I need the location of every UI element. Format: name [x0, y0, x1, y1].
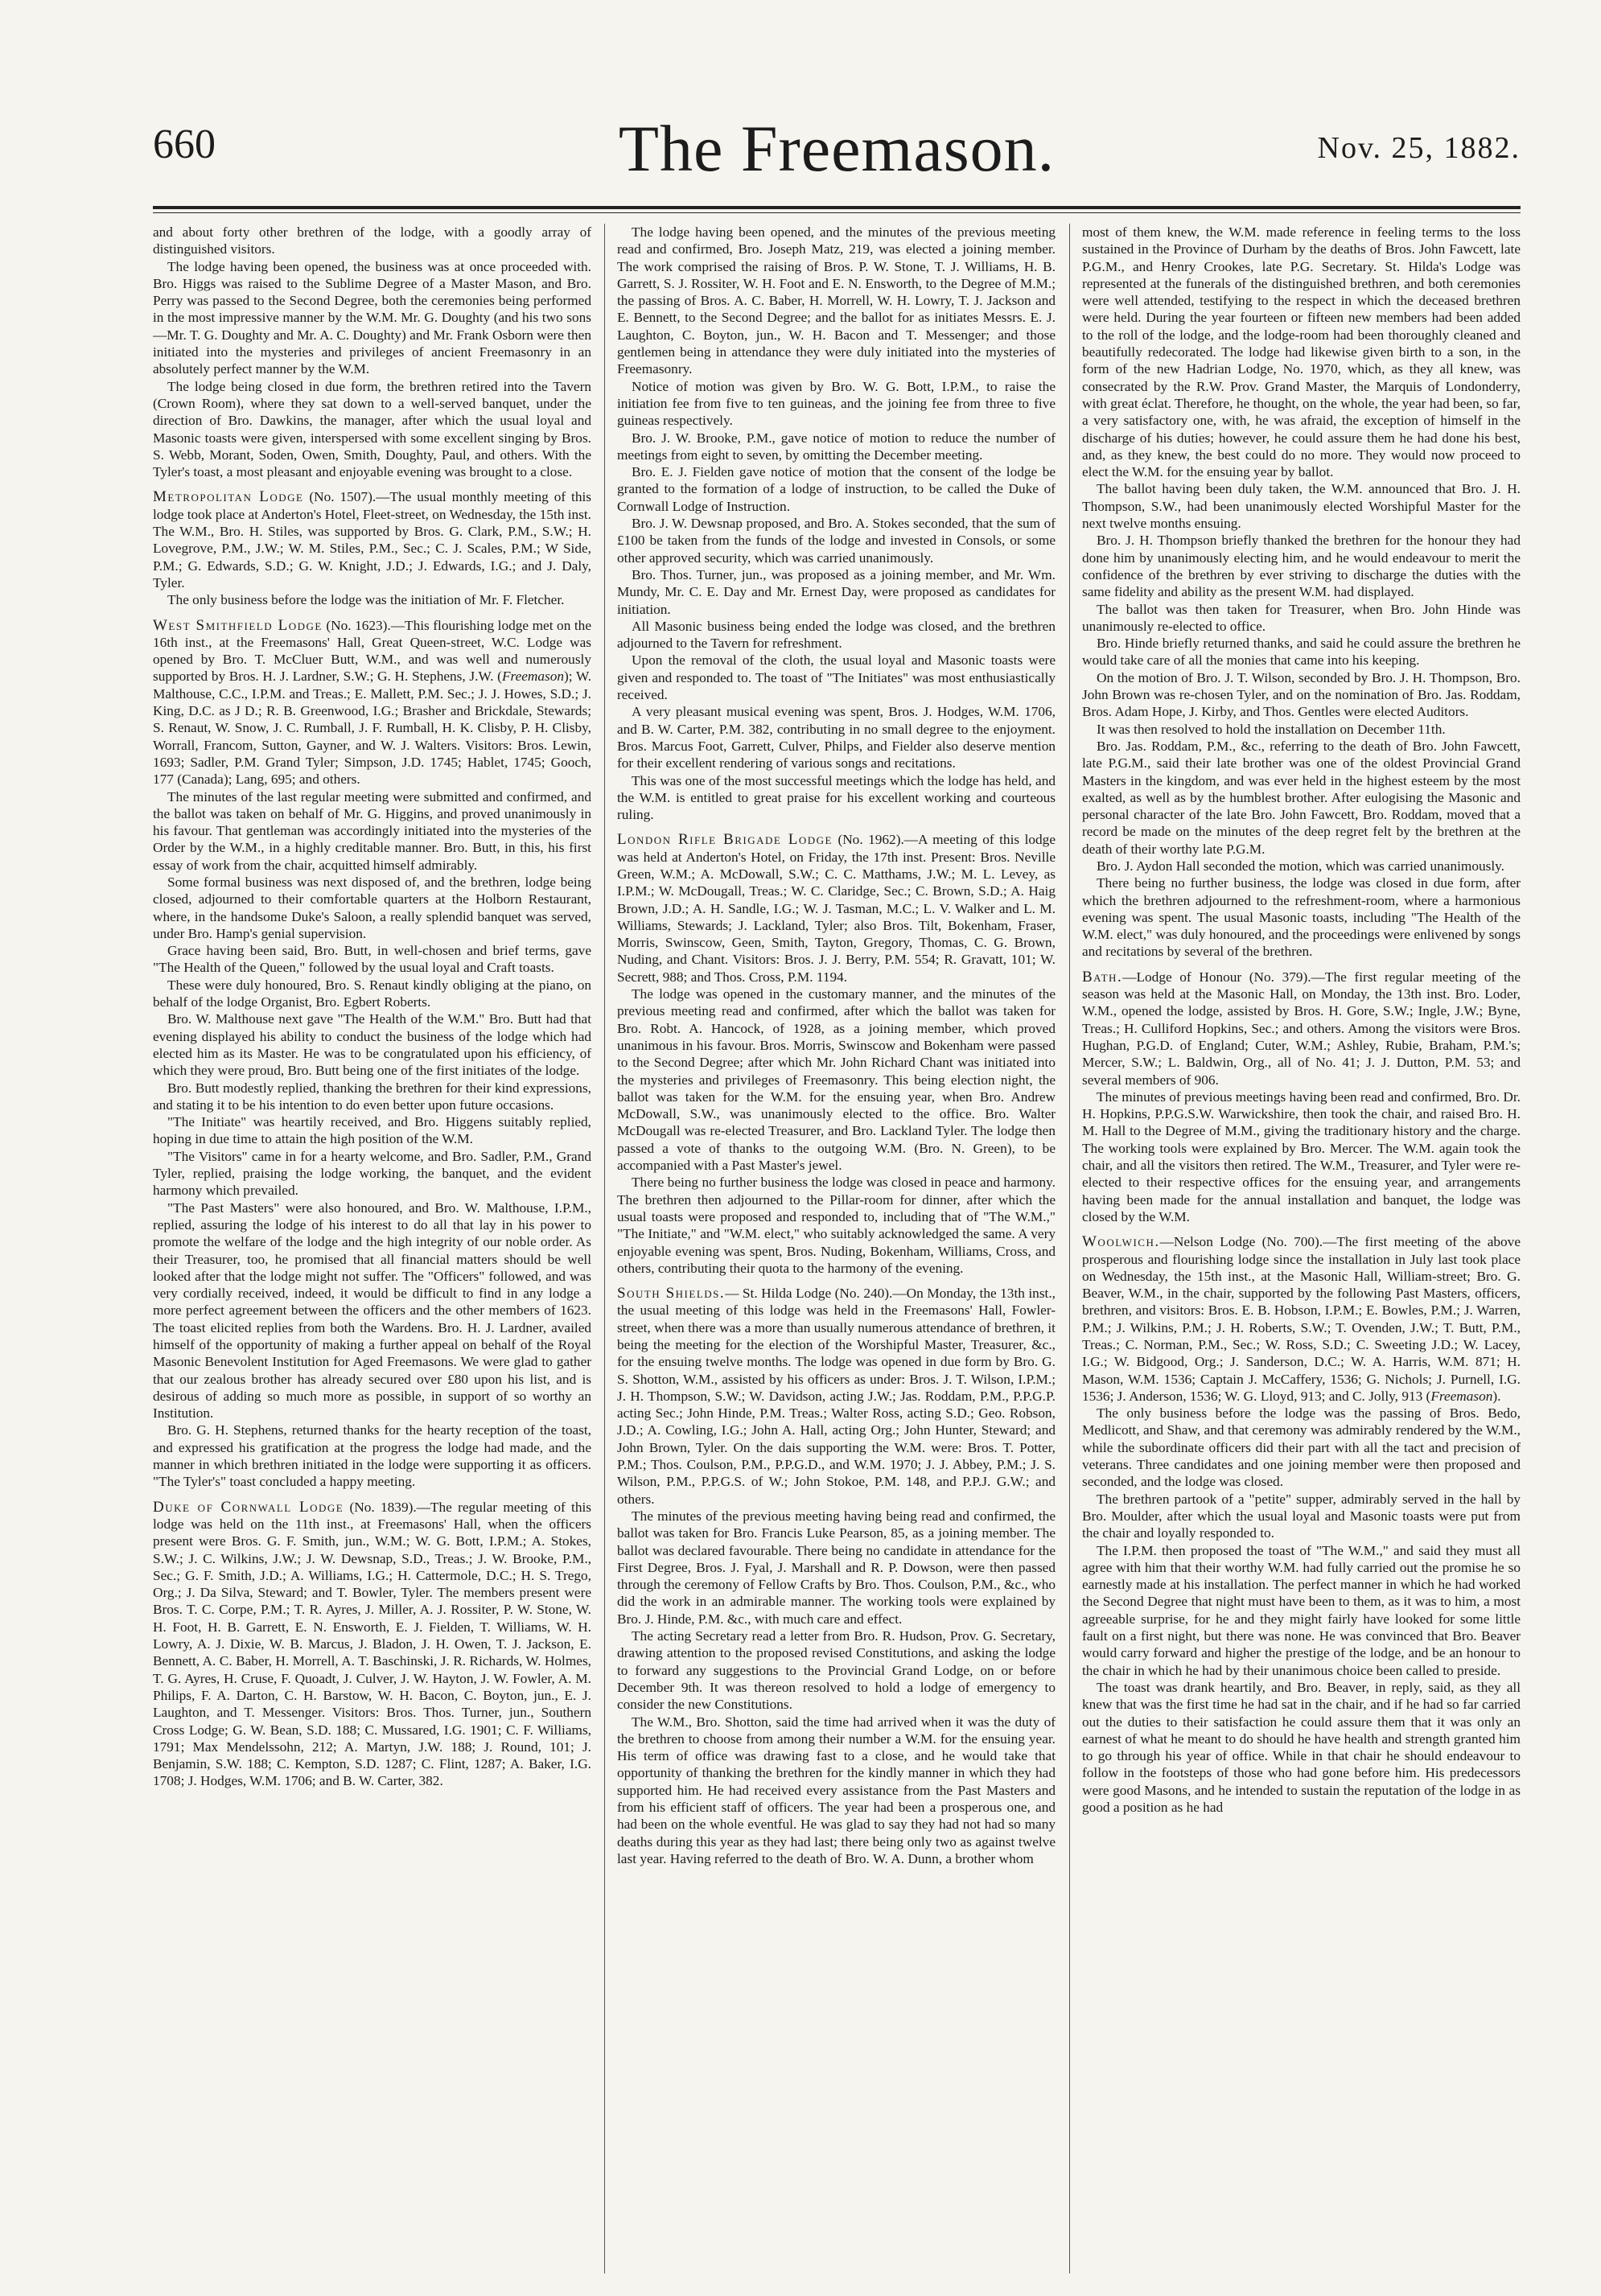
report-heading: London Rifle Brigade Lodge: [617, 831, 833, 849]
paragraph: All Masonic business being ended the lodge was closed, and the brethren adjourned to the Tavern for refreshment.: [617, 618, 1056, 652]
paragraph: Grace having been said, Bro. Butt, in well-chosen and brief terms, gave "The Health of the Queen," followed by the usual loyal and Craft toasts.: [153, 943, 591, 976]
paragraph: "The Past Masters" were also honoured, and Bro. W. Malthouse, I.P.M., replied, assuring the lodge of his interest to do all that lay in his power to promote the welfare of the lodge and the high integrity of our noble order. As their Treasurer, too, he promised that all financial matters should be well looked after that the lodge might not suffer. The "Officers" followed, and was very cordially received, indeed, it would be difficult to find in any lodge a more perfect agreement between the officers and the other members of 1623. The toast elicited replies from both the Wardens. Bro. H. J. Lardner, availed himself of the opportunity of making a further appeal on behalf of the Royal Masonic Benevolent Institution for Aged Freemasons. We were glad to gather that our zealous brother has already secured over £80 upon his list, and is desirous of adding so much more as possible, in support of so worthy an Institution.: [153, 1199, 591, 1422]
report-text-italic: Freemason: [501, 669, 565, 685]
paragraph: Bro. J. W. Dewsnap proposed, and Bro. A. Stokes seconded, that the sum of £100 be taken from the funds of the lodge and invested in Consols, or some other approved security, which was carried unanimously.: [617, 516, 1056, 566]
column-1: [153, 224, 591, 2283]
paragraph: The ballot was then taken for Treasurer, when Bro. John Hinde was unanimously re-elected to office.: [1082, 601, 1521, 634]
paragraph: The ballot having been duly taken, the W.M. announced that Bro. J. H. Thompson, S.W., had been unanimously elected Worshipful Master for the next twelve months ensuing.: [1082, 481, 1521, 532]
paragraph: On the motion of Bro. J. T. Wilson, seconded by Bro. J. H. Thompson, Bro. John Brown was re-chosen Tyler, and on the nomination of Bro. Jas. Roddam, Bros. Adam Hope, J. Kirby, and Thos. Gentles were elected Auditors.: [1082, 669, 1521, 720]
paragraph: Bro. Hinde briefly returned thanks, and said he could assure the brethren he would take care of all the monies that came into his keeping.: [1082, 636, 1521, 669]
paragraph: The acting Secretary read a letter from Bro. R. Hudson, Prov. G. Secretary, drawing attention to the proposed revised Constitutions, and asking the lodge to forward any suggestions to the Provincial Grand Lodge, on or before December 9th. It was thereon resolved to hold a lodge of emergency to consider the new Constitutions.: [617, 1628, 1056, 1713]
report-heading: West Smithfield Lodge: [153, 616, 323, 634]
report-london-rifle-brigade-lodge: [617, 831, 1056, 985]
paragraph: The lodge was opened in the customary manner, and the minutes of the previous meeting read and confirmed, after which the ballot was taken for Bro. Robt. A. Hancock, of 1928, as a joining member, which proved unanimous in his favour. Bros. Morris, Swinscow and Bokenham were passed to the Second Degree; after which Mr. John Richard Chant was initiated into the mysteries and privileges of Freemasonry. This being election night, the ballot was taken for the W.M. for the ensuing year, when Bro. Andrew McDowall, S.W., was unanimously elected to the office. Bro. Walter McDougall was re-elected Treasurer, and Bro. Lackland Tyler. The lodge then passed a vote of thanks to the outgoing W.M. (Bro. N. Green), to be accompanied with a Past Master's jewel.: [617, 986, 1056, 1174]
paragraph: The lodge having been opened, the business was at once proceeded with. Bro. Higgs was raised to the Sublime Degree of a Master Mason, and Bro. Perry was passed to the Second Degree, both the ceremonies being performed in the most impressive manner by the W.M. Mr. G. Doughty (and his two sons—Mr. T. G. Doughty and Mr. A. C. Doughty) and Mr. Frank Osborn were then initiated into the mysteries and privileges of ancient Freemasonry in an absolutely perfect manner by the W.M.: [153, 258, 591, 377]
report-woolwich: [1082, 1233, 1521, 1405]
paragraph: "The Visitors" came in for a hearty welcome, and Bro. Sadler, P.M., Grand Tyler, replied, praising the lodge working, the banquet, and the evident harmony which prevailed.: [153, 1148, 591, 1199]
paragraph: There being no further business the lodge was closed in peace and harmony. The brethren then adjourned to the Pillar-room for dinner, after which the usual toasts were proposed and responded to, including that of "The W.M.," "The Initiate," and "W.M. elect," who suitably acknowledged the same. A very enjoyable evening was spent, Bros. Nuding, Bokenham, Williams, Cross, and others, contributing their quota to the harmony of the evening.: [617, 1175, 1056, 1276]
paragraph: The lodge having been opened, and the minutes of the previous meeting read and confirmed, Bro. Joseph Matz, 219, was elected a joining member. The work comprised the raising of Bros. P. W. Stone, T. J. Williams, H. B. Garrett, S. J. Rossiter, W. H. Foot and E. N. Ensworth, to the Degree of M.M.; the passing of Bros. A. C. Baber, H. Morrell, W. H. Lowry, T. J. Jackson and E. Bennett, to the Second Degree; and the ballot for as initiates Messrs. E. J. Laughton, C. Boyton, jun., W. H. Bacon and T. Messenger; and those gentlemen being in attendance they were duly initiated into the mysteries of Freemasonry.: [617, 224, 1056, 377]
paragraph: The minutes of the previous meeting having being read and confirmed, the ballot was taken for Bro. Francis Luke Pearson, 85, as a joining member. The ballot was declared favourable. There being no candidate in attendance for the First Degree, Bros. J. Fyal, J. Marshall and R. P. Dowson, were then passed through the ceremony of Fellow Crafts by Bro. Thos. Coulson, P.M., &c., who did the work in an admirable manner. The working tools were explained by Bro. J. Hinde, P.M. &c., with much care and effect.: [617, 1508, 1056, 1627]
paragraph: The I.P.M. then proposed the toast of "The W.M.," and said they must all agree with him that their worthy W.M. had fully carried out the promise he so earnestly made at his installation. The perfect manner in which he had worked the Second Degree that night must have been to them, as it was to him, a most agreeable surprise, for he and they might fairly have looked for some little fault on a first night, but there was none. He was convinced that Bro. Beaver would carry forward and higher the prestige of the lodge, and be an honour to the chair in which he had by their unanimous choice been called to preside.: [1082, 1542, 1521, 1678]
column-3: [1082, 224, 1521, 2283]
paragraph: Upon the removal of the cloth, the usual loyal and Masonic toasts were given and responded to. The toast of "The Initiates" was most enthusiastically received.: [617, 652, 1056, 703]
report-heading: South Shields.: [617, 1285, 726, 1302]
report-heading: Metropolitan Lodge: [153, 488, 304, 506]
report-west-smithfield-lodge: [153, 617, 591, 788]
header-rule-thin: [153, 212, 1521, 213]
paragraph: Bro. J. Aydon Hall seconded the motion, which was carried unanimously.: [1097, 858, 1504, 874]
report-text: (No. 1839).—The regular meeting of this lodge was held on the 11th inst., at Freemasons' Hall, when the officers present were Bros. G. F. Smith, jun., W.M.; W. G. Bott, I.P.M.; A. Stokes, S.W.; J. C. Wilkins, J.W.; J. W. Dewsnap, S.D., Treas.; J. W. Brooke, P.M., Sec.; G. F. Smith, J.D.; A. Williams, I.G.; H. Cattermole, D.C.; H. S. Trego, Org.; J. Da Silva, Steward; and T. Bowler, Tyler. The members present were Bros. T. C. Corpe, P.M.; T. R. Ayres, J. Miller, A. J. Rossiter, P. W. Stone, W. H. Foot, H. B. Garrett, E. N. Ensworth, E. J. Fielden, T. Williams, W. H. Lowry, A. J. Dixie, W. B. Marcus, J. Bladon, J. H. Owen, T. J. Jackson, E. Bennett, A. C. Baber, H. Morrell, A. T. Baschinski, J. R. Richards, W. Holmes, T. G. Ayres, H. Cruse, F. Quoadt, J. Culver, J. W. Hayton, J. W. Fowler, A. M. Philips, F. A. Darton, C. H. Barstow, W. H. Bacon, C. Boyton, jun., E. J. Laughton, and T. Messenger. Visitors: Bros. Thos. Turner, jun., Southern Cross Lodge; G. W. Bean, S.D. 188; C. Mussared, I.G. 1901; C. F. Williams, 1791; Max Mendelssohn, 212; A. Martyn, J.W. 188; J. Round, 101; J. Benjamin, S.W. 188; C. Kempton, S.D. 1287; C. Flint, 1287; A. Baker, I.G. 1708; J. Hodges, W.M. 1706; and B. W. Carter, 382.: [153, 1499, 591, 1789]
issue-date: Nov. 25, 1882.: [1317, 131, 1521, 165]
paragraph: Bro. W. Malthouse next gave "The Health of the W.M." Bro. Butt had that evening displayed his ability to conduct the business of the lodge which had elected him as its Master. He was to be congratulated upon his efficiency, of which they were proud, Bro. Butt being one of the first initiates of the lodge.: [153, 1011, 591, 1079]
paragraph: The toast was drank heartily, and Bro. Beaver, in reply, said, as they all knew that was the first time he had sat in the chair, and if he had so far carried out the duties to their satisfaction he could assure them that it was only an earnest of what he meant to do should he have health and strength granted him to go through his year of office. While in that chair he should endeavour to follow in the footsteps of those who had gone before him. His predecessors were good Masons, and he intended to sustain the reputation of the lodge in as good a position as he had: [1082, 1679, 1521, 1816]
paragraph: Some formal business was next disposed of, and the brethren, lodge being closed, adjourned to their comfortable quarters at the Holborn Restaurant, where, in the handsome Duke's Saloon, a really splendid banquet was served, under Bro. Hamp's genial supervision.: [153, 874, 591, 941]
paragraph: Notice of motion was given by Bro. W. G. Bott, I.P.M., to raise the initiation fee from five to ten guineas, and the joining fee from three to five guineas respectively.: [617, 378, 1056, 429]
paragraph: The only business before the lodge was the passing of Bros. Bedo, Medlicott, and Shaw, and that ceremony was admirably rendered by the W.M., while the subordinate officers did their part with all the tact and precision of veterans. Three candidates and one joining member were then proposed and seconded, and the lodge was closed.: [1082, 1405, 1521, 1490]
page-number: 660: [153, 121, 216, 167]
report-text: — St. Hilda Lodge (No. 240).—On Monday, the 13th inst., the usual meeting of this lodge was held in the Freemasons' Hall, Fowler-street, when there was a more than usually numerous attendance of brethren, it being the meeting for the election of the Worshipful Master, Treasurer, &c., for the ensuing twelve months. The lodge was opened in due form by Bro. G. S. Shotton, W.M., assisted by his officers as under: Bros. J. T. Wilson, I.P.M.; J. H. Thompson, S.W.; W. Davidson, acting J.W.; Jas. Roddam, P.M., P.P.G.P. acting Sec.; John Hinde, P.M. Treas.; Walter Ross, acting S.D.; Geo. Robson, J.D.; A. Cowling, I.G.; John A. Hall, acting Org.; John Hunter, Steward; and John Brown, Tyler. On the dais supporting the W.M. were: Bros. T. Potter, P.M.; Thos. Coulson, P.M., P.P.G.D., and W.M. 1970; J. J. Abbey, P.M.; J. S. Wilson, P.M., P.P.G.S. of W.; John Stokoe, P.M. 148, and P.P.J. G.W.; and others.: [617, 1286, 1056, 1507]
paragraph: Bro. G. H. Stephens, returned thanks for the hearty reception of the toast, and expressed his gratification at the progress the lodge had made, and the manner in which brethren initiated in the lodge were supporting it as officers. "The Tyler's" toast concluded a happy meeting.: [153, 1422, 591, 1490]
paragraph: The minutes of the last regular meeting were submitted and confirmed, and the ballot was taken on behalf of Mr. G. Higgins, and proved unanimously in his favour. That gentleman was accordingly initiated into the mysteries of the Order by the W.M., in a highly creditable manner. Bro. Butt, in this, his first essay of work from the chair, acquitted himself admirably.: [153, 788, 591, 873]
header-rule-thick: [153, 206, 1521, 209]
page-header: [153, 106, 1521, 203]
report-heading: Woolwich.: [1082, 1233, 1160, 1251]
paragraph: These were duly honoured, Bro. S. Renaut kindly obliging at the piano, on behalf of the lodge Organist, Bro. Egbert Roberts.: [153, 977, 591, 1010]
report-text: —Lodge of Honour (No. 379).—The first regular meeting of the season was held at the Masonic Hall, on Monday, the 13th inst. Bro. Loder, W.M., opened the lodge, assisted by Bros. H. Gore, S.W.; Ingle, J.W.; Byne, Treas.; H. Culliford Hopkins, Sec.; and others. Among the visitors were Bros. Hughan, P.G.D. of England; Cuter, W.M.; Ashley, Rubie, Braham, P.M.'s; Mercer, S.W.; L. Baldwin, Org., all of No. 41; J. J. Dutton, P.M. 53; and several members of 906.: [1082, 969, 1521, 1088]
paragraph: Bro. Thos. Turner, jun., was proposed as a joining member, and Mr. Wm. Mundy, Mr. C. E. Day and Mr. Ernest Day, were proposed as candidates for initiation.: [617, 566, 1056, 617]
paragraph: Bro. Jas. Roddam, P.M., &c., referring to the death of Bro. John Fawcett, late P.G.M., said their late brother was one of the oldest Provincial Grand Masters in the kingdom, and was ever held in the highest esteem by the most exalted, as well as by the humblest brother. After eulogising the Masonic and personal character of the late Bro. John Fawcett, Bro. Roddam, moved that a record be made on the minutes of the deep regret felt by the brethren at the death of their worthy late P.G.M.: [1082, 738, 1521, 857]
paragraph: There being no further business, the lodge was closed in due form, after which the brethren adjourned to the refreshment-room, where a harmonious evening was spent. The usual Masonic toasts, including "The Health of the W.M. elect," was duly honoured, and the proceedings were enlivened by songs and recitations by several of the brethren.: [1082, 875, 1521, 960]
report-text: —Nelson Lodge (No. 700).—The first meeting of the above prosperous and flourishing lodge since the installation in July last took place on Wednesday, the 15th inst., at the Masonic Hall, William-street; Bro. G. Beaver, W.M., in the chair, supported by the following Past Masters, officers, brethren, and visitors: Bros. E. B. Hobson, I.P.M.; E. Bowles, P.M.; J. Warren, P.M.; J. Wilkins, P.M.; J. H. Roberts, S.W.; T. Ovenden, J.W.; T. Butt, P.M., Treas.; C. Norman, P.M., Sec.; W. Ross, S.D.; C. Sweeting J.D.; W. Lacey, I.G.; W. Bidgood, Org.; J. Sanderson, D.C.; W. A. Harris, W.M. 871; H. Mason, W.M. 1536; Captain J. McCaffery, 1536; G. Nichols; J. Purnell, I.G. 1536; J. Anderson, 1536; W. G. Lloyd, 913; and C. Jolly, 913 (: [1082, 1234, 1521, 1404]
paragraph: most of them knew, the W.M. made reference in feeling terms to the loss sustained in the Province of Durham by the deaths of Bros. John Fawcett, late P.G.M., and Henry Crookes, late P.G. Secretary. St. Hilda's Lodge was represented at the funerals of the distinguished brethren, and both ceremonies were well attended, testifying to the respect in which the deceased brethren were held. During the year fourteen or fifteen new members had been added to the roll of the lodge, and the lodge-room had been thoroughly cleaned and beautifully redecorated. The lodge had likewise given birth to a son, in the form of the new Hadrian Lodge, No. 1970, which, as they all knew, was consecrated by the R.W. Prov. Grand Master, the Marquis of Londonderry, with great éclat. Therefore, he thought, on the whole, the year had been, so far, a very satisfactory one, with, he was afraid, the exception of himself in the discharge of his duties; however, he could assure them he had done his best, and, as they knew, the best could do no more. They would now proceed to elect the W.M. for the ensuing year by ballot.: [1082, 224, 1521, 480]
masthead-title: The Freemason.: [618, 112, 1056, 185]
paragraph: and about forty other brethren of the lodge, with a goodly array of distinguished visitors.: [153, 224, 591, 257]
article-columns: [153, 224, 1521, 2283]
column-divider: [604, 224, 605, 2273]
paragraph: The lodge being closed in due form, the brethren retired into the Tavern (Crown Room), where they sat down to a well-served banquet, under the direction of Bro. Dawkins, the manager, after which the usual loyal and Masonic toasts were given, interspersed with some excellent singing by Bros. S. Webb, Morant, Soden, Owen, Smith, Doughty, Paul, and others. With the Tyler's toast, a most pleasant and enjoyable evening was brought to a close.: [153, 378, 591, 480]
report-text-italic: Freemason: [1430, 1388, 1493, 1404]
report-south-shields: [617, 1285, 1056, 1508]
paragraph: Bro. J. W. Brooke, P.M., gave notice of motion to reduce the number of meetings from eight to seven, by omitting the December meeting.: [617, 430, 1056, 463]
report-duke-of-cornwall-lodge: [153, 1499, 591, 1790]
report-metropolitan-lodge: [153, 488, 591, 591]
paragraph: Bro. J. H. Thompson briefly thanked the brethren for the honour they had done him by unanimously electing him, and he would endeavour to merit the confidence of the brethren by ever striving to discharge the duties with the same fidelity and ability as the present W.M. had displayed.: [1082, 533, 1521, 600]
column-divider: [1069, 224, 1070, 2273]
paragraph: The minutes of previous meetings having been read and confirmed, Bro. Dr. H. Hopkins, P.P.G.S.W. Warwickshire, then took the chair, and raised Bro. H. M. Hall to the Degree of M.M., giving the traditionary history and the charge. The working tools were explained by Bro. Mercer. The W.M. again took the chair, and all the visitors then retired. The W.M., Treasurer, and Tyler were re-elected to their respective offices for the ensuing year, and arrangements having been made for the annual installation and banquet, the lodge was closed by the W.M.: [1082, 1088, 1521, 1224]
column-2: [617, 224, 1056, 2283]
report-heading: Bath.: [1082, 968, 1123, 985]
paragraph: The W.M., Bro. Shotton, said the time had arrived when it was the duty of the brethren to choose from among their number a W.M. for the ensuing year. His term of office was drawing fast to a close, and he would take that opportunity of thanking the brethren for the kindly manner in which they had supported him. He had received every assistance from the Past Masters and from his efficient staff of officers. The year had been a prosperous one, and had been on the whole eventful. He was glad to say they had not had so many deaths during this year as they had last; there being only two as against twelve last year. Having referred to the death of Bro. W. A. Dunn, a brother whom: [617, 1714, 1056, 1866]
paragraph: Bro. E. J. Fielden gave notice of motion that the consent of the lodge be granted to the formation of a lodge of instruction, to be called the Duke of Cornwall Lodge of Instruction.: [617, 464, 1056, 514]
paragraph: This was one of the most successful meetings which the lodge has held, and the W.M. is entitled to great praise for his excellent working and courteous ruling.: [617, 772, 1056, 823]
report-text: ); W. Malthouse, C.C., I.P.M. and Treas.; E. Mallett, P.M. Sec.; J. J. Howes, S.D.; J. King, D.C. as J D.; R. B. Greenwood, I.G.; Brasher and Brickdale, Stewards; S. Renaut, W. Snow, J. C. Rumball, J. F. Rumball, H. K. Clisby, P. H. Clisby, Worrall, Francom, Sutton, Gayner, and W. J. Walters. Visitors: Bros. Lewin, 1693; Sadler, P.M. Grand Tyler; Simpson, J.D. 1745; Hablet, 1745; Gooch, 177 (Canada); Lang, 695; and others.: [153, 669, 591, 788]
paragraph: A very pleasant musical evening was spent, Bros. J. Hodges, W.M. 1706, and B. W. Carter, P.M. 382, contributing in no small degree to the enjoyment. Bros. Marcus Foot, Garrett, Culver, Philps, and Fielder also deserve mention for their excellent rendering of various songs and recitations.: [617, 704, 1056, 772]
report-text: (No. 1962).—A meeting of this lodge was held at Anderton's Hotel, on Friday, the 17th inst. Present: Bros. Neville Green, W.M.; A. McDowall, S.W.; C. C. Matthams, J.W.; M. L. Levey, as I.P.M.; W. McDougall, Treas.; W. C. Claridge, Sec.; C. Brown, S.D.; A. Haig Brown, J.D.; A. H. Sandle, I.G.; W. J. Tasman, M.C.; L. V. Walker and L. M. Williams, Stewards; J. Lackland, Tyler; also Bros. Tilt, Bokenham, Fraser, Morris, Swinscow, Geen, Smith, Tayton, Gregory, Thomas, C. G. Brown, Nuding, and Chant. Visitors: Bros. J. J. Berry, P.M. 554; R. Gravatt, 101; W. Secrett, 988; and Thos. Cross, P.M. 1194.: [617, 832, 1056, 985]
paragraph: The brethren partook of a "petite" supper, admirably served in the hall by Bro. Moulder, after which the usual loyal and Masonic toasts were put from the chair and loyally responded to.: [1082, 1491, 1521, 1541]
report-text: (No. 1507).—The usual monthly meeting of this lodge took place at Anderton's Hotel, Fleet-street, on Wednesday, the 15th inst. The W.M., Bro. H. Stiles, was supported by Bros. G. Clark, P.M., S.W.; H. Lovegrove, P.M., J.W.; W. M. Stiles, P.M., Sec.; C. J. Scales, P.M.; W Side, P.M.; G. Edwards, S.D.; G. W. Knight, J.D.; J. Edwards, I.G.; and J. Daly, Tyler.: [153, 489, 591, 590]
report-bath: [1082, 969, 1521, 1088]
paragraph: "The Initiate" was heartily received, and Bro. Higgens suitably replied, hoping in due time to attain the high position of the W.M.: [153, 1114, 591, 1147]
paragraph: The only business before the lodge was the initiation of Mr. F. Fletcher.: [167, 592, 565, 608]
report-heading: Duke of Cornwall Lodge: [153, 1498, 344, 1516]
report-text: (No. 1623).—This flourishing lodge met on the 16th inst., at the Freemasons' Hall, Great Queen-street, W.C. Lodge was opened by Bro. T. McCluer Butt, W.M., and was well and numerously supported by Bros. H. J. Lardner, S.W.; G. H. Stephens, J.W. (: [153, 617, 591, 685]
report-text: ).: [1492, 1388, 1501, 1404]
paragraph: Bro. Butt modestly replied, thanking the brethren for their kind expressions, and stating it to be his intention to do even better upon future occasions.: [153, 1080, 591, 1113]
paragraph: It was then resolved to hold the installation on December 11th.: [1097, 721, 1446, 737]
